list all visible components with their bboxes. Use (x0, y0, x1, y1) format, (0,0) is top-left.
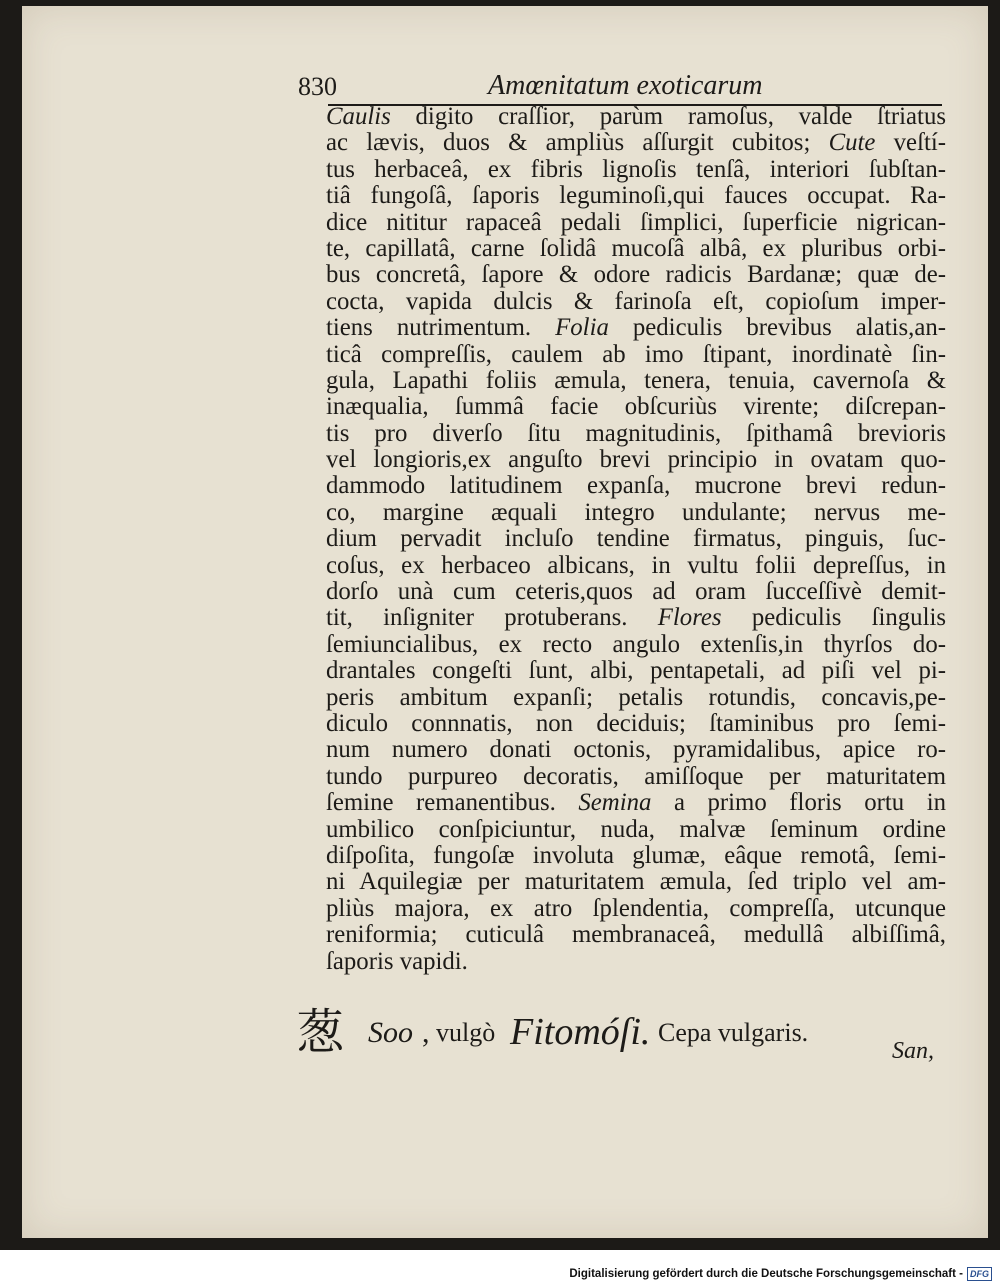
text-line (326, 817, 946, 843)
text-run: pliùs majora, ex atro ſplendentia, compreſſa, utcunque (326, 894, 946, 922)
italic-term: Folia (555, 314, 609, 342)
text-line (326, 896, 946, 922)
text-line (326, 342, 946, 368)
text-run: dice nititur rapaceâ pedali ſimplici, ſuperficie nigrican- (326, 208, 946, 236)
page-number: 830 (298, 72, 337, 101)
text-line (326, 737, 946, 763)
text-line (326, 421, 946, 447)
text-run: co, margine æquali integro undulante; nervus me- (326, 498, 946, 526)
text-run: te, capillatâ, carne ſolidâ mucoſâ albâ, ex pluribus orbi- (326, 234, 946, 262)
text-line (326, 315, 946, 341)
vulgo-label: vulgò (436, 1018, 496, 1047)
text-line (326, 157, 946, 183)
text-line (326, 843, 946, 869)
text-run: dium pervadit incluſo tendine firmatus, pinguis, ſuc- (326, 525, 946, 553)
text-run: ticâ compreſſis, caulem ab imo ſtipant, inordinatè ſin- (326, 340, 946, 368)
species-separator: , (422, 1016, 430, 1049)
text-run: dorſo unà cum ceteris,quos ad oram ſucceſſivè demit- (326, 578, 946, 606)
text-run: a primo floris ortu in (651, 789, 946, 817)
text-line (326, 183, 946, 209)
text-line (326, 394, 946, 420)
digitization-footer (569, 1266, 992, 1282)
italic-term: Semina (578, 789, 652, 817)
japanese-name: Fitomóſi. (510, 1011, 651, 1053)
text-line (326, 922, 946, 948)
kanji-character: 葱 (296, 1004, 345, 1060)
text-run: coſus, ex herbaceo albicans, in vultu folii depreſſus, in (326, 551, 946, 579)
italic-term: Cute (828, 129, 876, 157)
text-line (326, 632, 946, 658)
text-line (326, 949, 946, 975)
page-header (292, 70, 942, 104)
text-line (326, 790, 946, 816)
text-line (326, 526, 946, 552)
text-line (326, 368, 946, 394)
text-run: ni Aquilegiæ per maturitatem æmula, ſed triplo vel am- (326, 868, 946, 896)
species-heading (296, 1004, 956, 1064)
text-line (326, 553, 946, 579)
text-run: tis pro diverſo ſitu magnitudinis, ſpithamâ brevioris (326, 419, 946, 447)
text-line (326, 210, 946, 236)
italic-term: Flores (657, 604, 722, 632)
text-line (326, 473, 946, 499)
text-run: gula, Lapathi foliis æmula, tenera, tenuia, cavernoſa & (326, 366, 946, 394)
text-run: inæqualia, ſummâ facie obſcuriùs virente; diſcrepan- (326, 393, 946, 421)
body-text (326, 104, 946, 975)
latin-name: Cepa vulgaris. (658, 1018, 809, 1047)
footer-credit: Digitalisierung gefördert durch die Deutsche Forschungsgemeinschaft - (569, 1268, 963, 1280)
text-run: reniformia; cuticulâ membranaceâ, medullâ albiſſimâ, (326, 921, 946, 949)
text-run: drantales congeſti ſunt, albi, pentapetali, ad piſi vel pi- (326, 657, 946, 685)
running-title: Amœnitatum exoticarum (488, 70, 763, 101)
text-line (326, 658, 946, 684)
text-line (326, 685, 946, 711)
text-run: tiâ fungoſâ, ſaporis leguminoſi,qui fauces occupat. Ra- (326, 182, 946, 210)
text-run: tit, inſigniter protuberans. (326, 604, 658, 632)
text-line (326, 289, 946, 315)
text-run: veſtí- (875, 129, 946, 157)
text-run: ſaporis vapidi. (326, 947, 468, 975)
species-name: Soo (368, 1016, 413, 1049)
text-line (326, 579, 946, 605)
text-run: diſpoſita, fungoſæ involuta glumæ, eâque remotâ, ſemi- (326, 841, 946, 869)
text-run: peris ambitum expanſi; petalis rotundis, concavis,pe- (326, 683, 946, 711)
text-run: tiens nutrimentum. (326, 314, 556, 342)
text-run: bus concretâ, ſapore & odore radicis Bardanæ; quæ de- (326, 261, 946, 289)
text-line (326, 236, 946, 262)
text-run: diculo connnatis, non deciduis; ſtaminibus pro ſemi- (326, 709, 946, 737)
catchword: San, (892, 1038, 934, 1064)
text-run: ſemiuncialibus, ex recto angulo extenſis,in thyrſos do- (326, 630, 946, 658)
text-line (326, 869, 946, 895)
text-line (326, 447, 946, 473)
text-run: pediculis ſingulis (721, 604, 947, 632)
text-line (326, 500, 946, 526)
text-run: num numero donati octonis, pyramidalibus, apice ro- (326, 736, 946, 764)
text-line (326, 262, 946, 288)
text-run: vel longioris,ex anguſto brevi principio in ovatam quo- (326, 446, 946, 474)
italic-term: Caulis (326, 103, 391, 130)
text-run: ſemine remanentibus. (326, 789, 579, 817)
text-run: digito craſſior, parùm ramoſus, valde ſtriatus (390, 103, 946, 130)
text-line (326, 104, 946, 130)
text-line (326, 605, 946, 631)
dfg-logo-icon: DFG (967, 1267, 992, 1281)
text-line (326, 711, 946, 737)
text-run: pediculis brevibus alatis,an- (608, 314, 946, 342)
text-line (326, 130, 946, 156)
text-run: umbilico conſpiciuntur, nuda, malvæ ſeminum ordine (326, 815, 946, 843)
text-run: dammodo latitudinem expanſa, mucrone brevi redun- (326, 472, 946, 500)
text-run: tundo purpureo decoratis, amiſſoque per maturitatem (326, 762, 946, 790)
text-run: ac lævis, duos & ampliùs aſſurgit cubitos; (326, 129, 829, 157)
text-run: coсta, vapida dulcis & farinoſa eſt, copioſum imper- (326, 287, 946, 315)
text-line (326, 764, 946, 790)
text-run: tus herbaceâ, ex fibris lignoſis tenſâ, interiori ſubſtan- (326, 155, 946, 183)
